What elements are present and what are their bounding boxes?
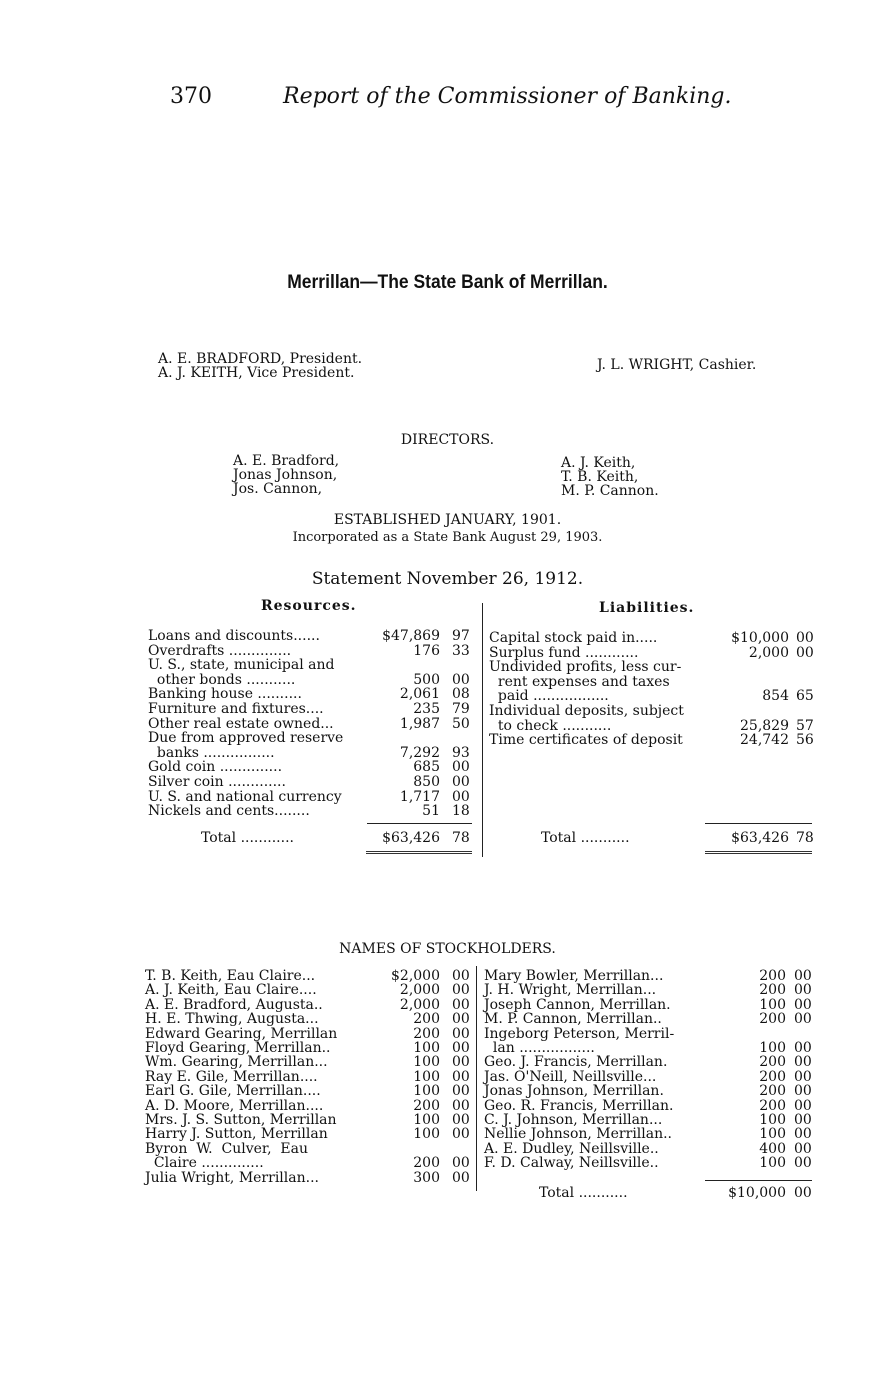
- director: Jonas Johnson,: [233, 467, 338, 483]
- stockholder-row: [145, 1171, 475, 1185]
- liabilities-row: [489, 733, 819, 748]
- resources-row-cents: 18: [452, 803, 470, 820]
- stockholder-row-cents: 00: [452, 982, 470, 999]
- stockholder-row-cents: 00: [452, 1097, 470, 1114]
- resources-row-cents: 08: [452, 686, 470, 703]
- stockholder-row: [145, 1142, 475, 1156]
- resources-row-dollars: 2,061: [399, 686, 440, 703]
- resources-row-dollars: 850: [413, 774, 440, 790]
- resources-row-label: Loans and discounts......: [148, 628, 320, 644]
- director: T. B. Keith,: [561, 469, 639, 485]
- stockholder-row-label: Harry J. Sutton, Merrillan: [145, 1126, 328, 1143]
- stockholder-row-dollars: $2,000: [391, 968, 440, 984]
- resources-row: [148, 629, 478, 644]
- director: A. E. Bradford,: [233, 453, 340, 469]
- stockholder-row-label: A. D. Moore, Merrillan....: [145, 1097, 324, 1114]
- stockholder-row: [145, 983, 475, 997]
- director: M. P. Cannon.: [561, 483, 659, 499]
- stockholder-row-cents: 00: [794, 1112, 812, 1128]
- stockholder-row-dollars: 300: [413, 1169, 440, 1186]
- liabilities-row-cents: 00: [796, 630, 814, 646]
- resources-row-dollars: $47,869: [382, 628, 440, 644]
- resources-row: [148, 658, 478, 673]
- stockholder-row-dollars: 100: [413, 1054, 440, 1071]
- resources-row-dollars: 7,292: [399, 744, 440, 761]
- stockholder-row-dollars: 100: [759, 1155, 786, 1172]
- stockholder-row: [484, 1055, 814, 1069]
- statement-divider: [482, 603, 483, 857]
- resources-row-dollars: 51: [422, 803, 440, 820]
- stockholder-row-dollars: 200: [759, 982, 786, 999]
- resources-row-label: U. S., state, municipal and: [148, 657, 335, 674]
- stockholder-row-label: Jonas Johnson, Merrillan.: [484, 1083, 664, 1100]
- liabilities-row: [489, 704, 819, 719]
- resources-row-label: Nickels and cents........: [148, 803, 310, 820]
- statement-title: Statement November 26, 1912.: [311, 569, 584, 589]
- stockholder-row-label: Earl G. Gile, Merrillan....: [145, 1083, 321, 1100]
- resources-row: [148, 687, 478, 702]
- officer-president: A. E. BRADFORD, President.: [158, 351, 363, 367]
- resources-row-cents: 50: [452, 715, 470, 732]
- stockholder-row-label: Mrs. J. S. Sutton, Merrillan: [145, 1112, 337, 1128]
- resources-total-label: Total ............: [201, 830, 294, 846]
- stockholders-total-dollars: $10,000: [728, 1185, 786, 1201]
- stockholder-row-cents: 00: [794, 1068, 812, 1085]
- incorporated-line: Incorporated as a State Bank August 29, 1903.: [292, 530, 603, 545]
- resources-row-label: Other real estate owned...: [148, 715, 334, 732]
- stockholder-row-label: A. E. Bradford, Augusta..: [145, 996, 323, 1013]
- stockholder-row-cents: 00: [794, 982, 812, 999]
- liabilities-row-label: Capital stock paid in.....: [489, 630, 658, 646]
- resources-row: [148, 775, 478, 790]
- stockholder-row-cents: 00: [794, 996, 812, 1013]
- resources-row: [148, 804, 478, 819]
- stockholder-row-dollars: 100: [759, 1040, 786, 1056]
- stockholder-row-cents: 00: [794, 1097, 812, 1114]
- resources-row-label: Overdrafts ..............: [148, 642, 292, 659]
- stockholder-row: [145, 998, 475, 1012]
- stockholder-row: [145, 1012, 475, 1026]
- resources-total-double-rule: [366, 851, 472, 854]
- directors-left: [233, 454, 339, 496]
- stockholder-row-label: Wm. Gearing, Merrillan...: [145, 1054, 328, 1071]
- liabilities-row: [489, 719, 819, 734]
- stockholder-row-dollars: 200: [759, 1068, 786, 1085]
- stockholder-row-label: J. H. Wright, Merrillan...: [484, 982, 657, 999]
- stockholder-row-dollars: 100: [759, 1112, 786, 1128]
- liabilities-row-cents: 56: [796, 732, 814, 749]
- stockholder-row-cents: 00: [794, 1155, 812, 1172]
- stockholder-row-cents: 00: [452, 1054, 470, 1071]
- stockholder-row-cents: 00: [452, 1040, 470, 1056]
- stockholder-row: [145, 1084, 475, 1098]
- stockholder-row-dollars: 100: [413, 1068, 440, 1085]
- stockholder-row-dollars: 2,000: [399, 982, 440, 999]
- stockholder-row-dollars: 200: [759, 1083, 786, 1100]
- stockholder-row-dollars: 200: [413, 1025, 440, 1042]
- resources-row-label: Silver coin .............: [148, 774, 286, 790]
- stockholder-row-cents: 00: [452, 1083, 470, 1100]
- stockholder-row: [145, 1070, 475, 1084]
- resources-row-cents: 00: [452, 788, 470, 805]
- liabilities-row-label: Undivided profits, less cur-: [489, 659, 682, 676]
- stockholder-row-dollars: 200: [759, 968, 786, 984]
- stockholder-row-label: M. P. Cannon, Merrillan..: [484, 1011, 662, 1028]
- stockholder-row-cents: 00: [452, 1169, 470, 1186]
- resources-row-cents: 33: [452, 642, 470, 659]
- stockholder-row-cents: 00: [794, 1083, 812, 1100]
- resources-row-dollars: 1,717: [399, 788, 440, 805]
- resources-total-cents: 78: [452, 830, 470, 846]
- directors-heading: DIRECTORS.: [400, 432, 495, 448]
- stockholder-row-cents: 00: [452, 1155, 470, 1172]
- stockholders-total-rule: [705, 1180, 812, 1181]
- stockholder-row: [484, 1142, 814, 1156]
- officer-cashier: J. L. WRIGHT, Cashier.: [597, 357, 757, 373]
- resources-row: [148, 746, 478, 761]
- stockholder-row-cents: 00: [794, 1140, 812, 1157]
- stockholder-row-cents: 00: [452, 1025, 470, 1042]
- bank-title: Merrillan—The State Bank of Merrillan.: [287, 272, 608, 293]
- stockholder-row-cents: 00: [452, 996, 470, 1013]
- stockholder-row: [484, 1027, 814, 1041]
- stockholder-row: [484, 998, 814, 1012]
- liabilities-row-dollars: $10,000: [731, 630, 789, 646]
- stockholder-row-dollars: 100: [759, 1126, 786, 1143]
- liabilities-row-label: Surplus fund ............: [489, 644, 639, 661]
- stockholder-row-dollars: 2,000: [399, 996, 440, 1013]
- stockholder-row-dollars: 400: [759, 1140, 786, 1157]
- liabilities-total-double-rule: [705, 851, 812, 854]
- stockholder-row-label: Julia Wright, Merrillan...: [145, 1169, 319, 1186]
- liabilities-row-dollars: 24,742: [740, 732, 789, 749]
- resources-row-label: U. S. and national currency: [148, 788, 342, 805]
- stockholder-row: [145, 1027, 475, 1041]
- stockholders-divider: [476, 966, 477, 1191]
- liabilities-row: [489, 646, 819, 661]
- stockholder-row-label: Joseph Cannon, Merrillan.: [484, 996, 671, 1013]
- stockholder-row-dollars: 200: [413, 1011, 440, 1028]
- stockholder-row-cents: 00: [794, 1126, 812, 1143]
- liabilities-row-label: Time certificates of deposit: [489, 732, 683, 749]
- resources-row-dollars: 500: [413, 671, 440, 688]
- stockholder-row: [145, 969, 475, 983]
- resources-row-cents: 93: [452, 744, 470, 761]
- stockholder-row-cents: 00: [452, 968, 470, 984]
- resources-row: [148, 790, 478, 805]
- resources-row-dollars: 685: [413, 759, 440, 776]
- stockholder-row-dollars: 200: [413, 1097, 440, 1114]
- resources-row-label: Gold coin ..............: [148, 759, 283, 776]
- stockholder-row-label: Ray E. Gile, Merrillan....: [145, 1068, 318, 1085]
- liabilities-row-label: to check ...........: [489, 717, 612, 734]
- stockholder-row: [484, 1099, 814, 1113]
- liabilities-total-rule: [705, 823, 812, 824]
- resources-row-label: other bonds ...........: [148, 671, 296, 688]
- resources-row: [148, 673, 478, 688]
- stockholder-row: [145, 1127, 475, 1141]
- stockholder-row: [484, 1113, 814, 1127]
- liabilities-row-dollars: 854: [762, 688, 789, 705]
- page-number: 370: [170, 84, 212, 109]
- liabilities-row-label: paid .................: [489, 688, 609, 705]
- stockholder-row-dollars: 100: [759, 996, 786, 1013]
- resources-row-cents: 79: [452, 701, 470, 717]
- established-line: ESTABLISHED JANUARY, 1901.: [333, 512, 562, 528]
- liabilities-total-cents: 78: [796, 830, 814, 846]
- resources-row-dollars: 176: [413, 642, 440, 659]
- liabilities-row-cents: 57: [796, 717, 814, 734]
- resources-row-dollars: 1,987: [399, 715, 440, 732]
- stockholder-row-label: T. B. Keith, Eau Claire...: [145, 968, 316, 984]
- stockholder-row-dollars: 200: [759, 1011, 786, 1028]
- stockholder-row-dollars: 100: [413, 1126, 440, 1143]
- resources-row-cents: 00: [452, 671, 470, 688]
- stockholder-row-dollars: 100: [413, 1040, 440, 1056]
- stockholder-row: [484, 1127, 814, 1141]
- stockholder-row: [484, 1012, 814, 1026]
- stockholder-row-label: Geo. J. Francis, Merrillan.: [484, 1054, 668, 1071]
- liabilities-row: [489, 689, 819, 704]
- stockholder-row-label: Claire ..............: [145, 1155, 264, 1172]
- stockholders-total-cents: 00: [794, 1185, 812, 1201]
- stockholder-row-label: H. E. Thwing, Augusta...: [145, 1011, 319, 1028]
- resources-row-label: Due from approved reserve: [148, 730, 344, 747]
- director: Jos. Cannon,: [233, 481, 323, 497]
- liabilities-row-cents: 65: [796, 688, 814, 705]
- liabilities-row-label: Individual deposits, subject: [489, 703, 684, 719]
- stockholder-row-label: F. D. Calway, Neillsville..: [484, 1155, 659, 1172]
- resources-row: [148, 702, 478, 717]
- liabilities-total-label: Total ...........: [541, 830, 630, 846]
- stockholder-row: [484, 983, 814, 997]
- stockholder-row-cents: 00: [452, 1011, 470, 1028]
- resources-row-label: Furniture and fixtures....: [148, 701, 324, 717]
- resources-total-rule: [367, 823, 472, 824]
- stockholder-row-label: lan .................: [484, 1040, 595, 1056]
- resources-row: [148, 760, 478, 775]
- stockholder-row-cents: 00: [794, 1054, 812, 1071]
- resources-row-cents: 97: [452, 628, 470, 644]
- resources-total-dollars: $63,426: [382, 830, 440, 846]
- stockholder-row: [484, 969, 814, 983]
- stockholder-row-label: Nellie Johnson, Merrillan..: [484, 1126, 673, 1143]
- stockholder-row-label: A. E. Dudley, Neillsville..: [484, 1140, 659, 1157]
- stockholder-row-dollars: 100: [413, 1083, 440, 1100]
- stockholder-row-label: Floyd Gearing, Merrillan..: [145, 1040, 331, 1056]
- stockholders-total-label: Total ...........: [539, 1185, 628, 1201]
- stockholder-row-cents: 00: [452, 1112, 470, 1128]
- liabilities-row-label: rent expenses and taxes: [489, 673, 670, 690]
- liabilities-row: [489, 675, 819, 690]
- resources-row-cents: 00: [452, 774, 470, 790]
- stockholder-row-cents: 00: [452, 1068, 470, 1085]
- liabilities-heading: Liabilities.: [599, 600, 695, 616]
- stockholder-row: [145, 1099, 475, 1113]
- stockholder-row-label: A. J. Keith, Eau Claire....: [145, 982, 317, 999]
- stockholder-row-cents: 00: [794, 1040, 812, 1056]
- liabilities-row-dollars: 2,000: [748, 644, 789, 661]
- resources-row-dollars: 235: [413, 701, 440, 717]
- liabilities-row: [489, 660, 819, 675]
- stockholder-row-label: Mary Bowler, Merrillan...: [484, 968, 664, 984]
- liabilities-row-dollars: 25,829: [740, 717, 789, 734]
- director: A. J. Keith,: [561, 455, 636, 471]
- stockholder-row-cents: 00: [452, 1126, 470, 1143]
- stockholder-row: [484, 1070, 814, 1084]
- resources-row-label: banks ................: [148, 744, 275, 761]
- resources-row: [148, 644, 478, 659]
- liabilities-row: [489, 631, 819, 646]
- stockholder-row: [484, 1041, 814, 1055]
- stockholder-row-dollars: 100: [413, 1112, 440, 1128]
- stockholder-row-label: C. J. Johnson, Merrillan...: [484, 1112, 663, 1128]
- stockholder-row: [484, 1084, 814, 1098]
- resources-row-label: Banking house ..........: [148, 686, 302, 703]
- resources-row: [148, 731, 478, 746]
- resources-heading: Resources.: [261, 598, 357, 614]
- stockholders-heading: NAMES OF STOCKHOLDERS.: [339, 941, 556, 957]
- running-title: Report of the Commissioner of Banking.: [283, 84, 732, 109]
- stockholder-row-label: Edward Gearing, Merrillan: [145, 1025, 338, 1042]
- stockholder-row: [145, 1113, 475, 1127]
- resources-row: [148, 717, 478, 732]
- stockholder-row-label: Geo. R. Francis, Merrillan.: [484, 1097, 674, 1114]
- directors-right: [561, 456, 659, 498]
- stockholder-row: [145, 1055, 475, 1069]
- stockholder-row-dollars: 200: [413, 1155, 440, 1172]
- officer-vice-president: A. J. KEITH, Vice President.: [158, 365, 355, 381]
- stockholder-row-cents: 00: [794, 968, 812, 984]
- stockholder-row-label: Ingeborg Peterson, Merril-: [484, 1025, 675, 1042]
- stockholder-row-label: Byron W. Culver, Eau: [145, 1140, 309, 1157]
- stockholder-row-dollars: 200: [759, 1097, 786, 1114]
- stockholder-row-label: Jas. O'Neill, Neillsville...: [484, 1068, 657, 1085]
- stockholder-row-cents: 00: [794, 1011, 812, 1028]
- resources-row-cents: 00: [452, 759, 470, 776]
- liabilities-total-dollars: $63,426: [731, 830, 789, 846]
- officers-left: [158, 352, 362, 380]
- liabilities-row-cents: 00: [796, 644, 814, 661]
- stockholder-row: [145, 1041, 475, 1055]
- stockholder-row: [145, 1156, 475, 1170]
- stockholder-row-dollars: 200: [759, 1054, 786, 1071]
- stockholder-row: [484, 1156, 814, 1170]
